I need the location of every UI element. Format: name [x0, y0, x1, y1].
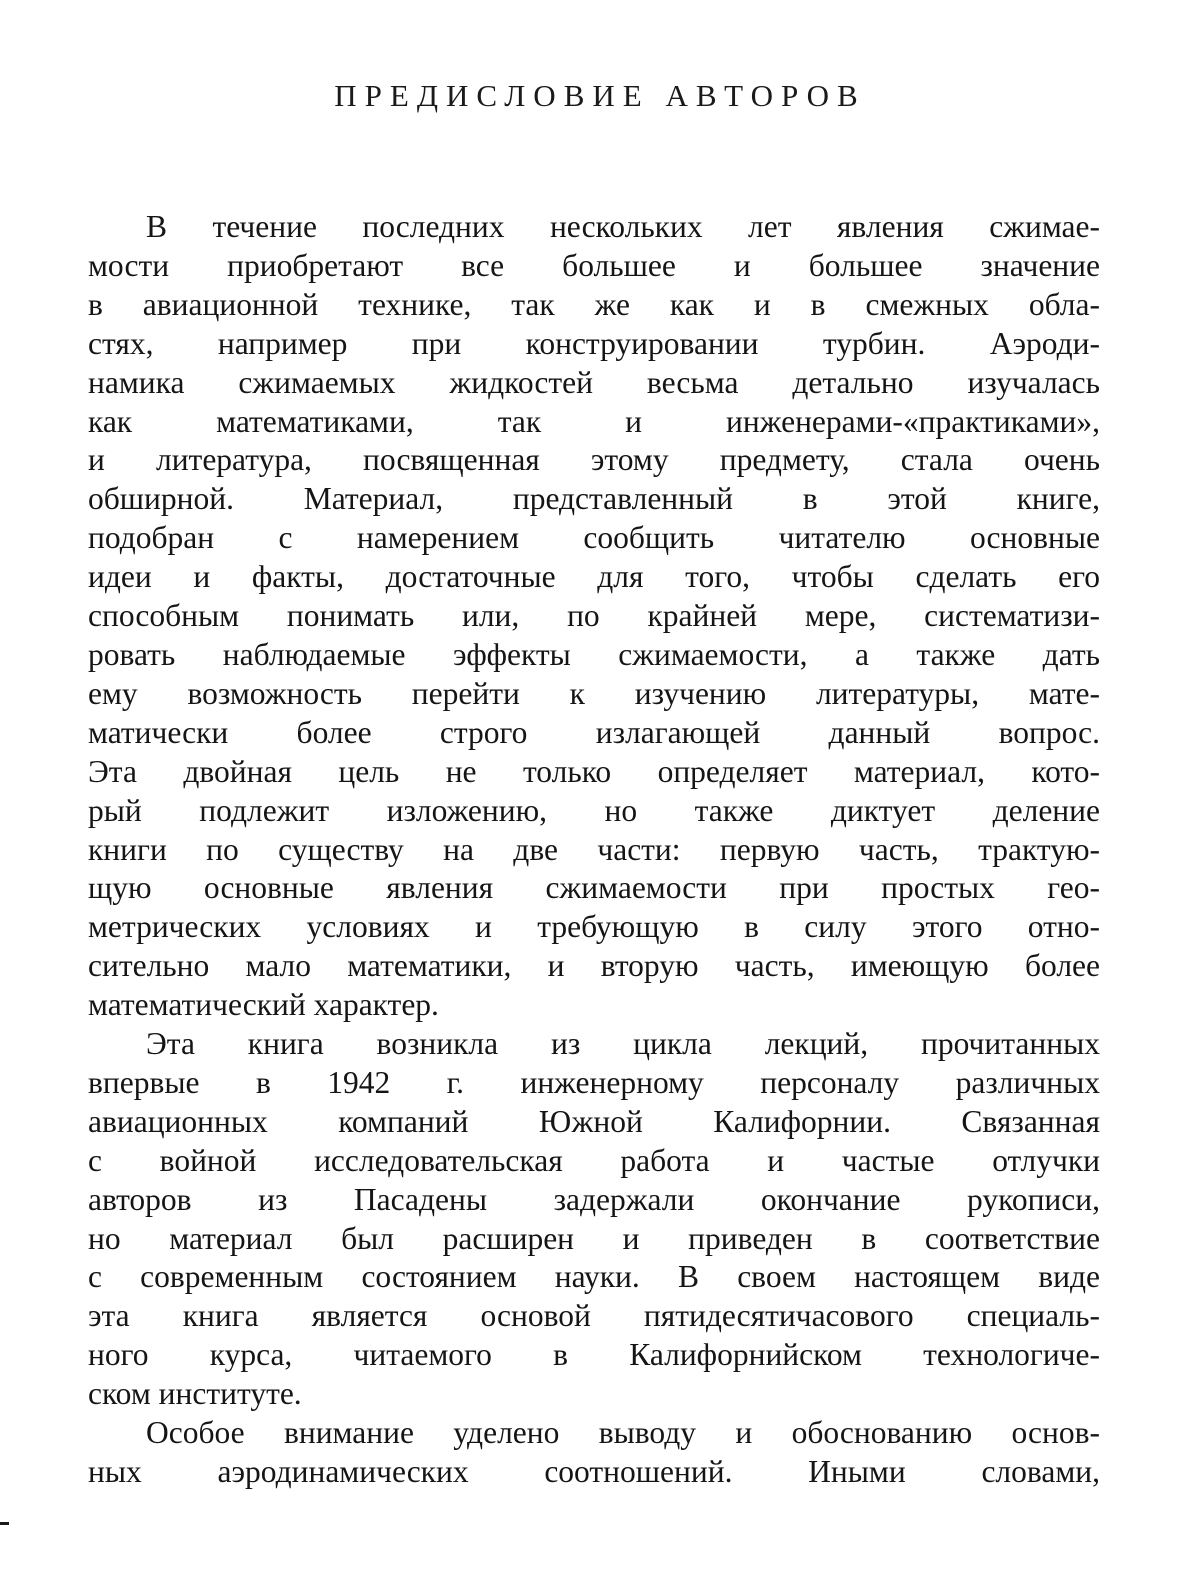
- text-line: ного курса, читаемого в Калифорнийском технологиче-: [88, 1337, 1100, 1373]
- text-line: Особое внимание уделено выводу и обоснованию основ-: [146, 1415, 1100, 1451]
- text-line: рый подлежит изложению, но также диктует деление: [88, 792, 1100, 828]
- paragraph-3: [88, 1414, 1100, 1492]
- text-line: матически более строго излагающей данный вопрос.: [88, 714, 1100, 750]
- text-line: ровать наблюдаемые эффекты сжимаемости, а также дать: [88, 636, 1100, 672]
- text-line: впервые в 1942 г. инженерному персоналу различных: [88, 1064, 1100, 1100]
- text-line: книги по существу на две части: первую часть, трактую-: [88, 831, 1100, 867]
- scan-edge-mark: [0, 1522, 9, 1525]
- text-line: стях, например при конструировании турбин. Аэроди-: [88, 325, 1100, 361]
- text-line: как математиками, так и инженерами-«практиками»,: [88, 403, 1100, 439]
- text-line: ных аэродинамических соотношений. Иными словами,: [88, 1454, 1100, 1489]
- text-line: способным понимать или, по крайней мере, систематизи-: [88, 598, 1100, 634]
- paragraph-1: [88, 208, 1100, 1025]
- text-line: эта книга является основой пятидесятичасового специаль-: [88, 1298, 1100, 1334]
- text-line: ском институте.: [88, 1376, 302, 1412]
- text-line: авиационных компаний Южной Калифорнии. Связанная: [88, 1103, 1100, 1139]
- body-text: [88, 208, 1100, 1492]
- text-line: Эта книга возникла из цикла лекций, прочитанных: [146, 1026, 1100, 1062]
- text-line: идеи и факты, достаточные для того, чтобы сделать его: [88, 559, 1100, 595]
- text-line: намика сжимаемых жидкостей весьма детально изучалась: [88, 364, 1100, 400]
- text-line: метрических условиях и требующую в силу этого отно-: [88, 909, 1100, 945]
- text-line: обширной. Материал, представленный в этой книге,: [88, 481, 1100, 517]
- text-line: с войной исследовательская работа и частые отлучки: [88, 1142, 1100, 1178]
- page-heading: ПРЕДИСЛОВИЕ АВТОРОВ: [334, 78, 866, 113]
- text-line: в авиационной технике, так же как и в смежных обла-: [88, 286, 1100, 322]
- text-line: математический характер.: [88, 987, 439, 1023]
- text-line: мости приобретают все большее и большее значение: [88, 247, 1100, 283]
- paragraph-2: [88, 1025, 1100, 1414]
- text-line: ему возможность перейти к изучению литературы, мате-: [88, 675, 1100, 711]
- text-line: с современным состоянием науки. В своем настоящем виде: [88, 1259, 1100, 1295]
- text-line: сительно мало математики, и вторую часть, имеющую более: [88, 948, 1100, 984]
- text-line: Эта двойная цель не только определяет материал, кото-: [88, 753, 1100, 789]
- text-line: подобран с намерением сообщить читателю основные: [88, 520, 1100, 556]
- text-line: В течение последних нескольких лет явления сжимае-: [146, 209, 1100, 244]
- text-line: и литература, посвященная этому предмету, стала очень: [88, 442, 1100, 478]
- text-line: но материал был расширен и приведен в соответствие: [88, 1220, 1100, 1256]
- text-line: авторов из Пасадены задержали окончание рукописи,: [88, 1181, 1100, 1217]
- text-line: щую основные явления сжимаемости при простых гео-: [88, 870, 1100, 906]
